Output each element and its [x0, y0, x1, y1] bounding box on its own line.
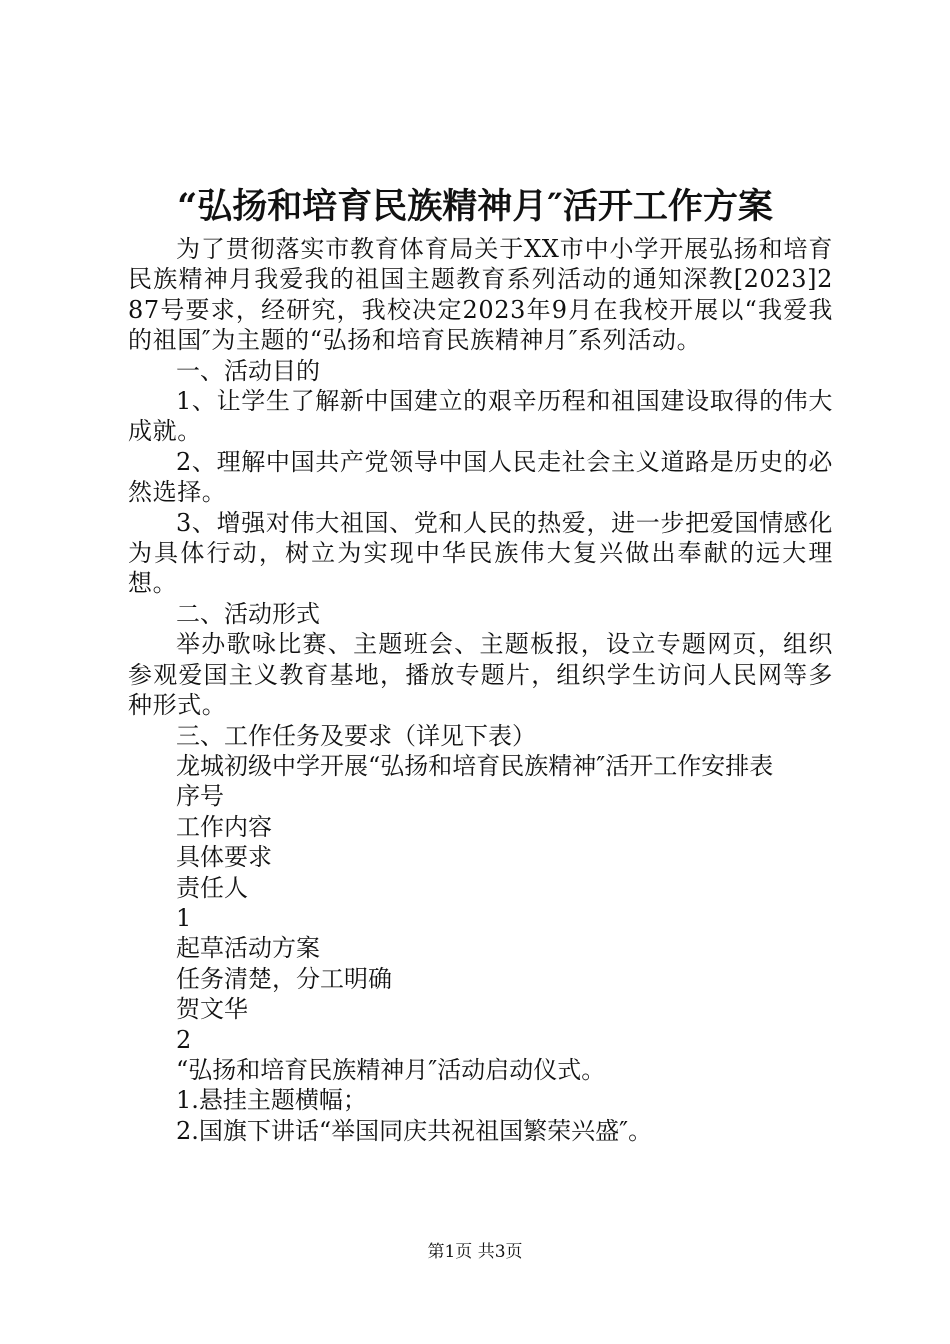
- table-row-1-content: 起草活动方案: [176, 934, 320, 963]
- table-row-2-content: “弘扬和培育民族精神月″活动启动仪式。: [176, 1055, 606, 1084]
- table-header-requirement: 具体要求: [176, 843, 272, 872]
- table-row-1-owner: 贺文华: [176, 995, 248, 1024]
- goal-item-3: 3、增强对伟大祖国、党和人民的热爱，进一步把爱国情感化为具体行动，树立为实现中华民族伟大复兴做出奉献的远大理想。: [128, 508, 833, 598]
- intro-paragraph: 为了贯彻落实市教育体育局关于XX市中小学开展弘扬和培育民族精神月我爱我的祖国主题教育系列活动的通知深教[2023]287号要求，经研究，我校决定2023年9月在我校开展以“我爱我的祖国″为主题的“弘扬和培育民族精神月″系列活动。: [128, 235, 833, 355]
- goal-item-1: 1、让学生了解新中国建立的艰辛历程和祖国建设取得的伟大成就。: [128, 387, 833, 446]
- table-row-2-number: 2: [176, 1025, 192, 1054]
- forms-paragraph: 举办歌咏比赛、主题班会、主题板报，设立专题网页，组织参观爱国主义教育基地，播放专题片，组织学生访问人民网等多种形式。: [128, 630, 833, 720]
- document-title: “弘扬和培育民族精神月″活开工作方案: [177, 186, 773, 227]
- section-heading-tasks: 三、工作任务及要求（详见下表）: [176, 721, 536, 750]
- table-row-1-number: 1: [176, 903, 192, 932]
- goal-item-2: 2、理解中国共产党领导中国人民走社会主义道路是历史的必然选择。: [128, 447, 833, 507]
- document-body: [128, 234, 833, 1146]
- section-heading-forms: 二、活动形式: [176, 599, 320, 628]
- table-caption: 龙城初级中学开展“弘扬和培育民族精神″活开工作安排表: [176, 751, 774, 780]
- table-row-2-subitem-2: 2.国旗下讲话“举国同庆共祝祖国繁荣兴盛″。: [176, 1116, 653, 1145]
- table-row-1-requirement: 任务清楚，分工明确: [176, 964, 392, 993]
- table-row-2-subitem-1: 1.悬挂主题横幅；: [176, 1086, 367, 1115]
- table-header-owner: 责任人: [176, 873, 248, 902]
- table-header-number: 序号: [176, 782, 224, 811]
- section-heading-goals: 一、活动目的: [176, 356, 320, 385]
- table-header-content: 工作内容: [176, 812, 272, 841]
- page-footer: 第1页 共3页: [427, 1242, 523, 1262]
